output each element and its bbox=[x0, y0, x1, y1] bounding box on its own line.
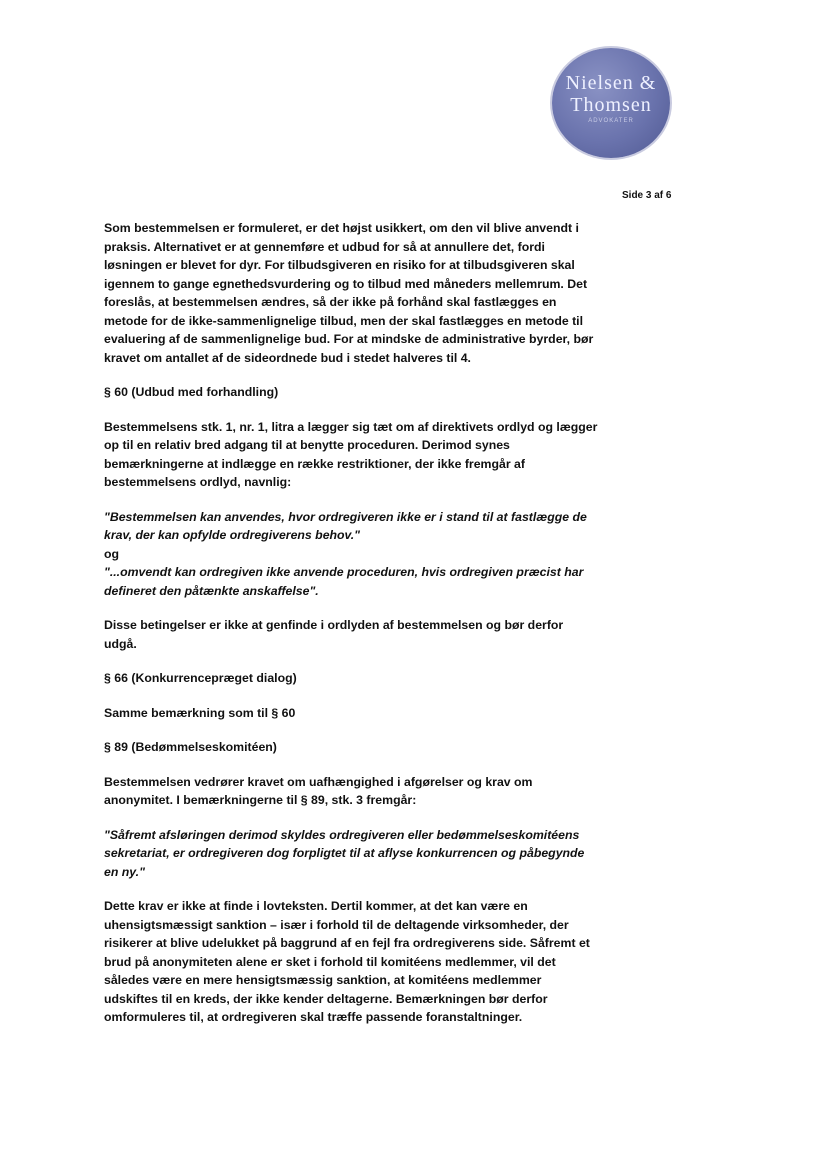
company-logo bbox=[552, 48, 670, 158]
conjunction-og: og bbox=[104, 546, 120, 561]
section-heading-60: § 60 (Udbud med forhandling) bbox=[104, 385, 279, 399]
section-heading-89: § 89 (Bedømmelseskomitéen) bbox=[104, 740, 277, 754]
paragraph-intro: Som bestemmelsen er formuleret, er det højst usikkert, om den vil blive anvendt i praksis. Alternativet er at gennemføre et udbud for så at annullere det, fordi løsningen er blevet for dyr. For tilbudsgiveren en risiko for at tilbudsgiveren skal igennem to gange egnethedsvurdering og to tilbud med måneders mellemrum. Det foreslås, at bestemmelsen ændres, så der ikke på forhånd skal fastlægges en metode for de ikke-sammenlignelige tilbud, men der skal fastlægges en metode til evaluering af de sammenlignelige bud. For at mindske de administrative byrder, bør kravet om antallet af de sideordnede bud i stedet halveres til 4. bbox=[104, 221, 594, 365]
paragraph-66: Samme bemærkning som til § 60 bbox=[104, 705, 296, 720]
document-body bbox=[104, 219, 598, 1043]
paragraph-60: Bestemmelsens stk. 1, nr. 1, litra a lægger sig tæt om af direktivets ordlyd og lægger op til en relativ bred adgang til at benytte proceduren. Derimod synes bemærkningerne at indlægge en række restriktioner, der ikke fremgår af bestemmelsens ordlyd, navnlig: bbox=[104, 419, 598, 489]
quote-3: "Såfremt afsløringen derimod skyldes ordregiveren eller bedømmelseskomitéens sekretariat, er ordregiveren dog forpligtet til at aflyse konkurrencen og påbegynde en ny." bbox=[104, 827, 585, 879]
quote-2: "...omvendt kan ordregiven ikke anvende proceduren, hvis ordregiven præcist har defineret den påtænkte anskaffelse". bbox=[104, 565, 584, 598]
paragraph-conclusion-60: Disse betingelser er ikke at genfinde i ordlyden af bestemmelsen og bør derfor udgå. bbox=[104, 618, 564, 651]
page-number: Side 3 af 6 bbox=[622, 190, 672, 201]
logo-line-2: Thomsen bbox=[570, 94, 652, 116]
logo-line-1: Nielsen & bbox=[565, 72, 657, 94]
logo-line-3: ADVOKATER bbox=[588, 118, 634, 124]
quote-1: "Bestemmelsen kan anvendes, hvor ordregiveren ikke er i stand til at fastlægge de krav, der kan opfylde ordregiverens behov." bbox=[104, 509, 587, 542]
paragraph-89: Bestemmelsen vedrører kravet om uafhængighed i afgørelser og krav om anonymitet. I bemærkningerne til § 89, stk. 3 fremgår: bbox=[104, 774, 533, 807]
paragraph-final: Dette krav er ikke at finde i lovteksten. Dertil kommer, at det kan være en uhensigtsmæssigt sanktion – især i forhold til de deltagende virksomheder, der risikerer at blive udelukket på baggrund af en fejl fra ordregiverens side. Såfremt et brud på anonymiteten alene er sket i forhold til komitéens medlemmer, vil det således være en mere hensigtsmæssig sanktion, at komitéens medlemmer udskiftes til en kreds, der ikke kender deltagerne. Bemærkningen bør derfor omformuleres til, at ordregiveren skal træffe passende foranstaltninger. bbox=[104, 899, 590, 1024]
section-heading-66: § 66 (Konkurrencepræget dialog) bbox=[104, 671, 297, 685]
